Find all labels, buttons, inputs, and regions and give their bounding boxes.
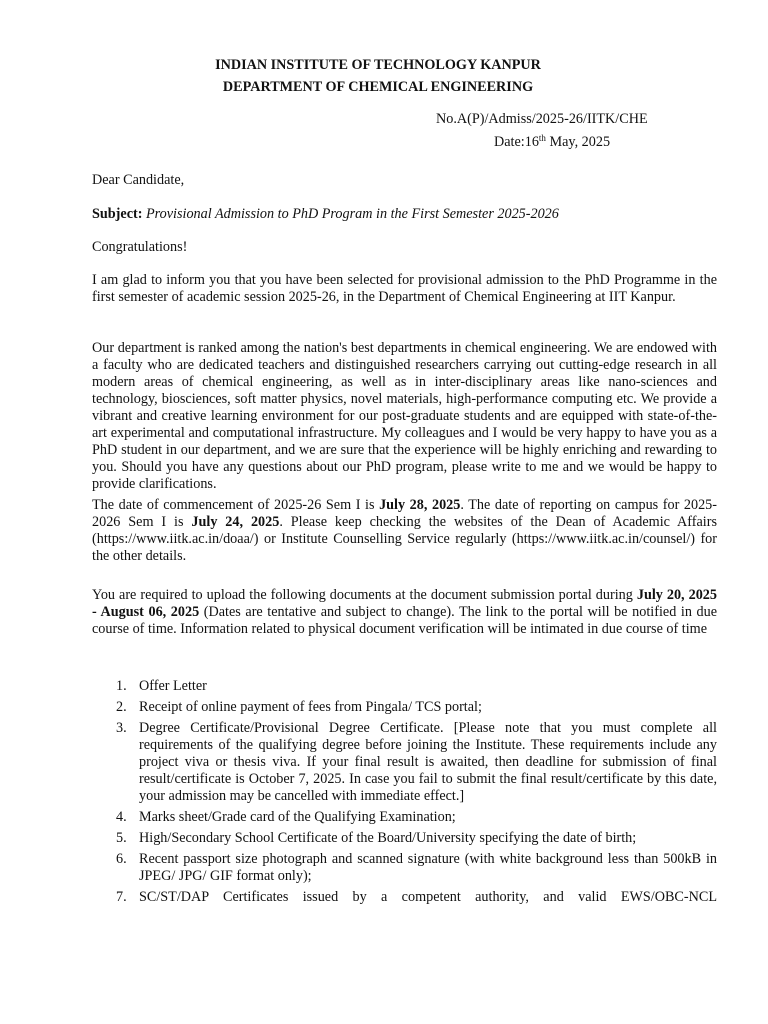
document-item <box>92 720 717 805</box>
required-documents-list <box>92 678 717 910</box>
item-number: 3. <box>116 720 127 736</box>
item-number: 7. <box>116 889 127 905</box>
item-text: Offer Letter <box>139 678 207 694</box>
item-text: SC/ST/DAP Certificates issued by a competent authority, and valid EWS/OBC-NCL <box>139 889 717 905</box>
document-item <box>92 830 717 847</box>
item-number: 4. <box>116 809 127 825</box>
dates-text-3: . Please keep checking the websites of the Dean of Academic Affairs (https://www.iitk.ac.in/doaa/) or Institute Counselling Service regularly (https://www.iitk.ac.in/counsel/) for the other details. <box>92 514 717 564</box>
subject-text: Provisional Admission to PhD Program in the First Semester 2025-2026 <box>142 206 559 222</box>
document-item <box>92 809 717 826</box>
item-number: 6. <box>116 851 127 867</box>
congratulations: Congratulations! <box>92 239 188 255</box>
item-text: Marks sheet/Grade card of the Qualifying Examination; <box>139 809 456 825</box>
department-name: DEPARTMENT OF CHEMICAL ENGINEERING <box>222 79 534 95</box>
institute-name: INDIAN INSTITUTE OF TECHNOLOGY KANPUR <box>215 57 541 73</box>
commencement-date: July 28, 2025 <box>379 497 461 513</box>
document-item <box>92 851 717 885</box>
upload-text-1: You are required to upload the following documents at the document submission portal during <box>92 587 637 603</box>
salutation: Dear Candidate, <box>92 172 185 188</box>
dates-text-2: . The date of reporting on campus for 2025-2026 Sem I is <box>92 497 717 530</box>
upload-paragraph <box>92 587 717 638</box>
item-number: 2. <box>116 699 127 715</box>
date-prefix: Date:16 <box>494 134 539 150</box>
upload-window: July 20, 2025 - August 06, 2025 <box>92 587 717 620</box>
intro-paragraph: I am glad to inform you that you have been selected for provisional admission to the PhD Programme in the first semester of academic session 2025-26, in the Department of Chemical Engineering at IIT Kanpur. <box>92 272 717 305</box>
reference-number: No.A(P)/Admiss/2025-26/IITK/CHE <box>436 111 648 127</box>
dates-text-1: The date of commencement of 2025-26 Sem I is <box>92 497 380 513</box>
date-ordinal: th <box>538 133 546 143</box>
item-text: Receipt of online payment of fees from Pingala/ TCS portal; <box>139 699 482 715</box>
item-text: Recent passport size photograph and scanned signature (with white background less than 500kB in JPEG/ JPG/ GIF format only); <box>139 851 717 884</box>
document-item <box>92 889 717 906</box>
item-text: Degree Certificate/Provisional Degree Certificate. [Please note that you must complete all requirements of the qualifying degree before joining the Institute. These requirements include any project viva or thesis viva. If your final result is awaited, then deadline for submission of final result/certificate is October 7, 2025. In case you fail to submit the final result/certificate by this date, your admission may be cancelled with immediate effect.] <box>139 720 717 804</box>
reporting-date: July 24, 2025 <box>191 514 280 530</box>
upload-text-2: (Dates are tentative and subject to change). The link to the portal will be notified in due course of time. Information related to physical document verification will be intimated in due course of time <box>92 604 717 637</box>
department-paragraph: Our department is ranked among the nation's best departments in chemical engineering. We are endowed with a faculty who are dedicated teachers and distinguished researchers carrying out cutting-edge research in all modern areas of chemical engineering, as well as in inter-disciplinary areas like nano-sciences and technology, biosciences, soft matter physics, novel materials, high-performance computing etc. We provide a vibrant and creative learning environment for our post-graduate students and are equipped with state-of-the-art experimental and computational infrastructure. My colleagues and I would be very happy to have you as a PhD student in our department, and we are sure that the experience will be highly enriching and rewarding to you. Should you have any questions about our PhD program, please write to me and we would be happy to provide clarifications. <box>92 340 717 492</box>
item-number: 1. <box>116 678 127 694</box>
letter-date <box>494 131 610 153</box>
document-item <box>92 678 717 695</box>
date-suffix: May, 2025 <box>545 134 611 150</box>
subject-label: Subject: <box>92 206 143 222</box>
item-number: 5. <box>116 830 127 846</box>
item-text: High/Secondary School Certificate of the Board/University specifying the date of birth; <box>139 830 637 846</box>
subject-line <box>92 206 717 223</box>
letterhead <box>0 54 768 98</box>
dates-paragraph <box>92 497 717 565</box>
document-item <box>92 699 717 716</box>
